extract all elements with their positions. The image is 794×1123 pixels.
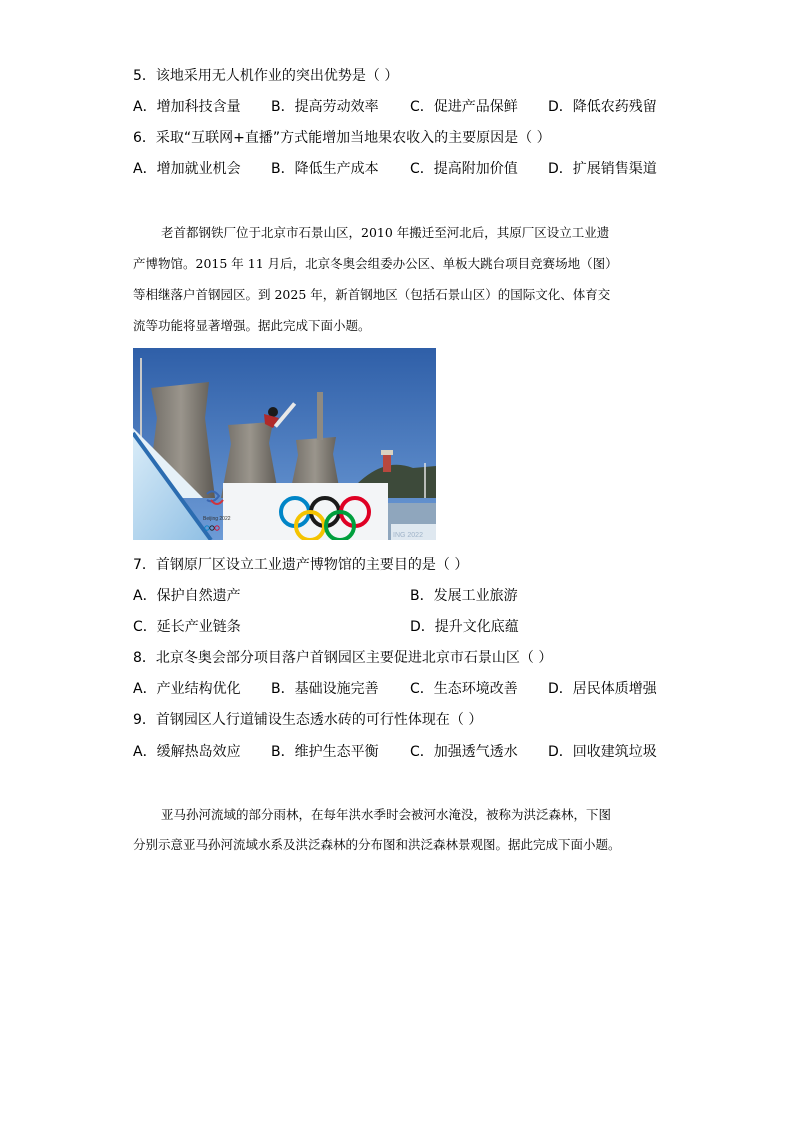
question-5-stem: 5．该地采用无人机作业的突出优势是（ ） xyxy=(133,68,399,84)
question-8-option-a: A．产业结构优化 xyxy=(133,681,241,697)
banner-text: ING 2022 xyxy=(393,532,423,539)
question-7-option-a: A．保护自然遗产 xyxy=(133,588,241,604)
question-7-stem: 7．首钢原厂区设立工业遗产博物馆的主要目的是（ ） xyxy=(133,557,469,573)
big-air-shougang-photo xyxy=(133,348,436,540)
passage-1-line-2: 产博物馆。2015 年 11 月后，北京冬奥会组委办公区、单板大跳台项目竞赛场地（图） xyxy=(133,256,618,271)
emblem-text: Beijing 2022 xyxy=(203,516,231,522)
question-5-option-b: B．提高劳动效率 xyxy=(271,99,379,115)
passage-1-line-4: 流等功能将显著增强。据此完成下面小题。 xyxy=(133,318,371,333)
passage-1-line-3: 等相继落户首钢园区。到 2025 年，新首钢地区（包括石景山区）的国际文化、体育交 xyxy=(133,287,611,302)
question-6-option-c: C．提高附加价值 xyxy=(410,161,518,177)
question-9-option-d: D．回收建筑垃圾 xyxy=(548,744,657,760)
question-6-option-b: B．降低生产成本 xyxy=(271,161,379,177)
passage-2-line-1: 亚马孙河流域的部分雨林，在每年洪水季时会被河水淹没，被称为洪泛森林，下图 xyxy=(161,807,612,822)
question-6-stem: 6．采取“互联网+直播”方式能增加当地果农收入的主要原因是（ ） xyxy=(133,130,551,146)
passage-1-line-1: 老首都钢铁厂位于北京市石景山区，2010 年搬迁至河北后，其原厂区设立工业遗 xyxy=(161,225,610,240)
passage-2-line-2: 分别示意亚马孙河流域水系及洪泛森林的分布图和洪泛森林景观图。据此完成下面小题。 xyxy=(133,837,621,852)
question-8-option-d: D．居民体质增强 xyxy=(548,681,657,697)
question-7-option-c: C．延长产业链条 xyxy=(133,619,241,635)
question-8-option-b: B．基础设施完善 xyxy=(271,681,379,697)
question-5-option-c: C．促进产品保鲜 xyxy=(410,99,518,115)
question-9-stem: 9．首钢园区人行道铺设生态透水砖的可行性体现在（ ） xyxy=(133,712,483,728)
question-8-option-c: C．生态环境改善 xyxy=(410,681,518,697)
question-8-stem: 8．北京冬奥会部分项目落户首钢园区主要促进北京市石景山区（ ） xyxy=(133,650,553,666)
question-7-option-d: D．提升文化底蕴 xyxy=(410,619,519,635)
question-9-option-b: B．维护生态平衡 xyxy=(271,744,379,760)
question-9-option-c: C．加强透气透水 xyxy=(410,744,518,760)
question-5-option-d: D．降低农药残留 xyxy=(548,99,657,115)
question-7-option-b: B．发展工业旅游 xyxy=(410,588,518,604)
question-9-option-a: A．缓解热岛效应 xyxy=(133,744,241,760)
question-5-option-a: A．增加科技含量 xyxy=(133,99,241,115)
question-6-option-a: A．增加就业机会 xyxy=(133,161,241,177)
question-6-option-d: D．扩展销售渠道 xyxy=(548,161,657,177)
